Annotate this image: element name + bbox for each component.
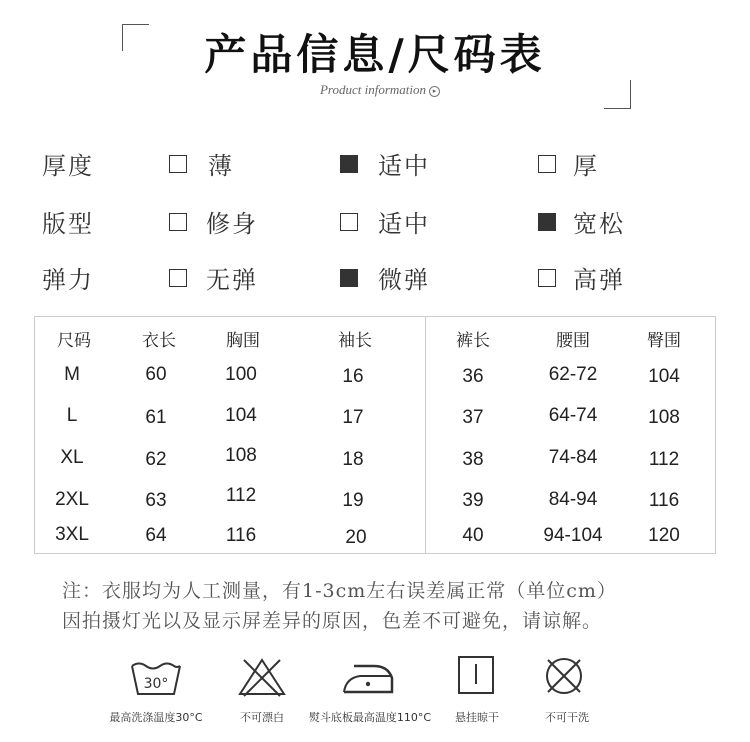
option-fit-regular: 适中 <box>378 210 430 238</box>
option-fit-loose: 宽松 <box>573 210 625 238</box>
table-cell: 3XL <box>55 524 89 545</box>
table-cell: 19 <box>342 490 364 511</box>
col-header-length: 衣长 <box>142 331 176 351</box>
table-cell: 116 <box>648 490 680 511</box>
table-cell: 17 <box>342 407 364 428</box>
table-cell: 2XL <box>55 489 89 510</box>
attr-label-stretch: 弹力 <box>42 266 94 294</box>
checkbox-fit-slim <box>169 213 187 231</box>
table-cell: 116 <box>225 525 257 546</box>
col-header-hip: 臀围 <box>647 331 681 351</box>
table-cell: 16 <box>342 366 364 387</box>
attr-label-fit: 版型 <box>42 210 94 238</box>
option-stretch-none: 无弹 <box>206 266 258 294</box>
care-label-iron: 熨斗底板最高温度110°C <box>308 711 432 724</box>
checkbox-stretch-none <box>169 269 187 287</box>
table-cell: 112 <box>225 485 257 506</box>
header-corner-bottom-right <box>604 80 631 109</box>
option-thickness-thick: 厚 <box>573 152 599 180</box>
table-cell: 60 <box>145 364 167 385</box>
note-color-difference: 因拍摄灯光以及显示屏差异的原因，色差不可避免，请谅解。 <box>62 610 603 632</box>
table-cell: 37 <box>462 407 484 428</box>
table-cell: 104 <box>648 366 680 387</box>
table-cell: 84-94 <box>548 489 598 510</box>
option-stretch-slight: 微弹 <box>378 266 430 294</box>
size-table-divider <box>425 316 426 554</box>
table-cell: 108 <box>225 445 257 466</box>
iron-icon <box>338 652 398 702</box>
table-cell: 108 <box>648 407 680 428</box>
table-cell: 74-84 <box>548 447 598 468</box>
checkbox-fit-loose <box>538 213 556 231</box>
table-cell: 64-74 <box>548 405 598 426</box>
table-cell: 62 <box>145 449 167 470</box>
table-cell: XL <box>60 447 84 468</box>
option-stretch-high: 高弹 <box>573 266 625 294</box>
table-cell: 36 <box>462 366 484 387</box>
header-corner-top-left <box>122 24 149 51</box>
table-cell: 94-104 <box>543 525 603 546</box>
table-cell: 100 <box>225 364 257 385</box>
note-measurement: 注：衣服均为人工测量，有1-3cm左右误差属正常（单位cm） <box>62 580 617 602</box>
checkbox-fit-regular <box>340 213 358 231</box>
page-title: 产品信息/尺码表 <box>204 30 546 79</box>
table-cell: 64 <box>145 525 167 546</box>
care-label-wash: 最高洗涤温度30°C <box>109 711 203 724</box>
care-label-dry: 悬挂晾干 <box>455 711 499 724</box>
col-header-pants-length: 裤长 <box>456 331 490 351</box>
table-cell: 104 <box>225 405 257 426</box>
wash-30-icon <box>126 652 186 702</box>
table-cell: 38 <box>462 449 484 470</box>
attr-label-thickness: 厚度 <box>42 152 94 180</box>
care-label-bleach: 不可漂白 <box>240 711 284 724</box>
table-cell: M <box>64 364 80 385</box>
size-table <box>34 316 716 554</box>
col-header-waist: 腰围 <box>556 331 590 351</box>
checkbox-stretch-high <box>538 269 556 287</box>
subtitle-text: Product information <box>319 82 427 97</box>
col-header-sleeve: 袖长 <box>338 331 372 351</box>
table-cell: 63 <box>145 490 167 511</box>
table-cell: 120 <box>648 525 680 546</box>
checkbox-thickness-thick <box>538 155 556 173</box>
table-cell: 62-72 <box>548 364 598 385</box>
table-cell: 61 <box>145 407 167 428</box>
table-cell: 40 <box>462 525 484 546</box>
table-cell: 20 <box>345 527 367 548</box>
col-header-size: 尺码 <box>57 331 91 351</box>
col-header-chest: 胸围 <box>226 331 260 351</box>
checkbox-stretch-slight <box>340 269 358 287</box>
table-cell: 112 <box>648 449 680 470</box>
checkbox-thickness-medium <box>340 155 358 173</box>
no-bleach-icon <box>232 652 292 702</box>
wash-temperature: 30° <box>143 676 169 692</box>
option-thickness-thin: 薄 <box>208 152 234 180</box>
table-cell: 39 <box>462 490 484 511</box>
option-fit-slim: 修身 <box>206 210 258 238</box>
hang-dry-icon <box>446 652 506 702</box>
table-cell: L <box>66 405 78 426</box>
page-subtitle <box>300 82 460 98</box>
play-circle-icon: ▸ <box>429 86 440 97</box>
table-cell: 18 <box>342 449 364 470</box>
no-tumble-dry-icon <box>534 652 594 702</box>
checkbox-thickness-thin <box>169 155 187 173</box>
care-label-dry-clean: 不可干洗 <box>545 711 589 724</box>
option-thickness-medium: 适中 <box>378 152 430 180</box>
